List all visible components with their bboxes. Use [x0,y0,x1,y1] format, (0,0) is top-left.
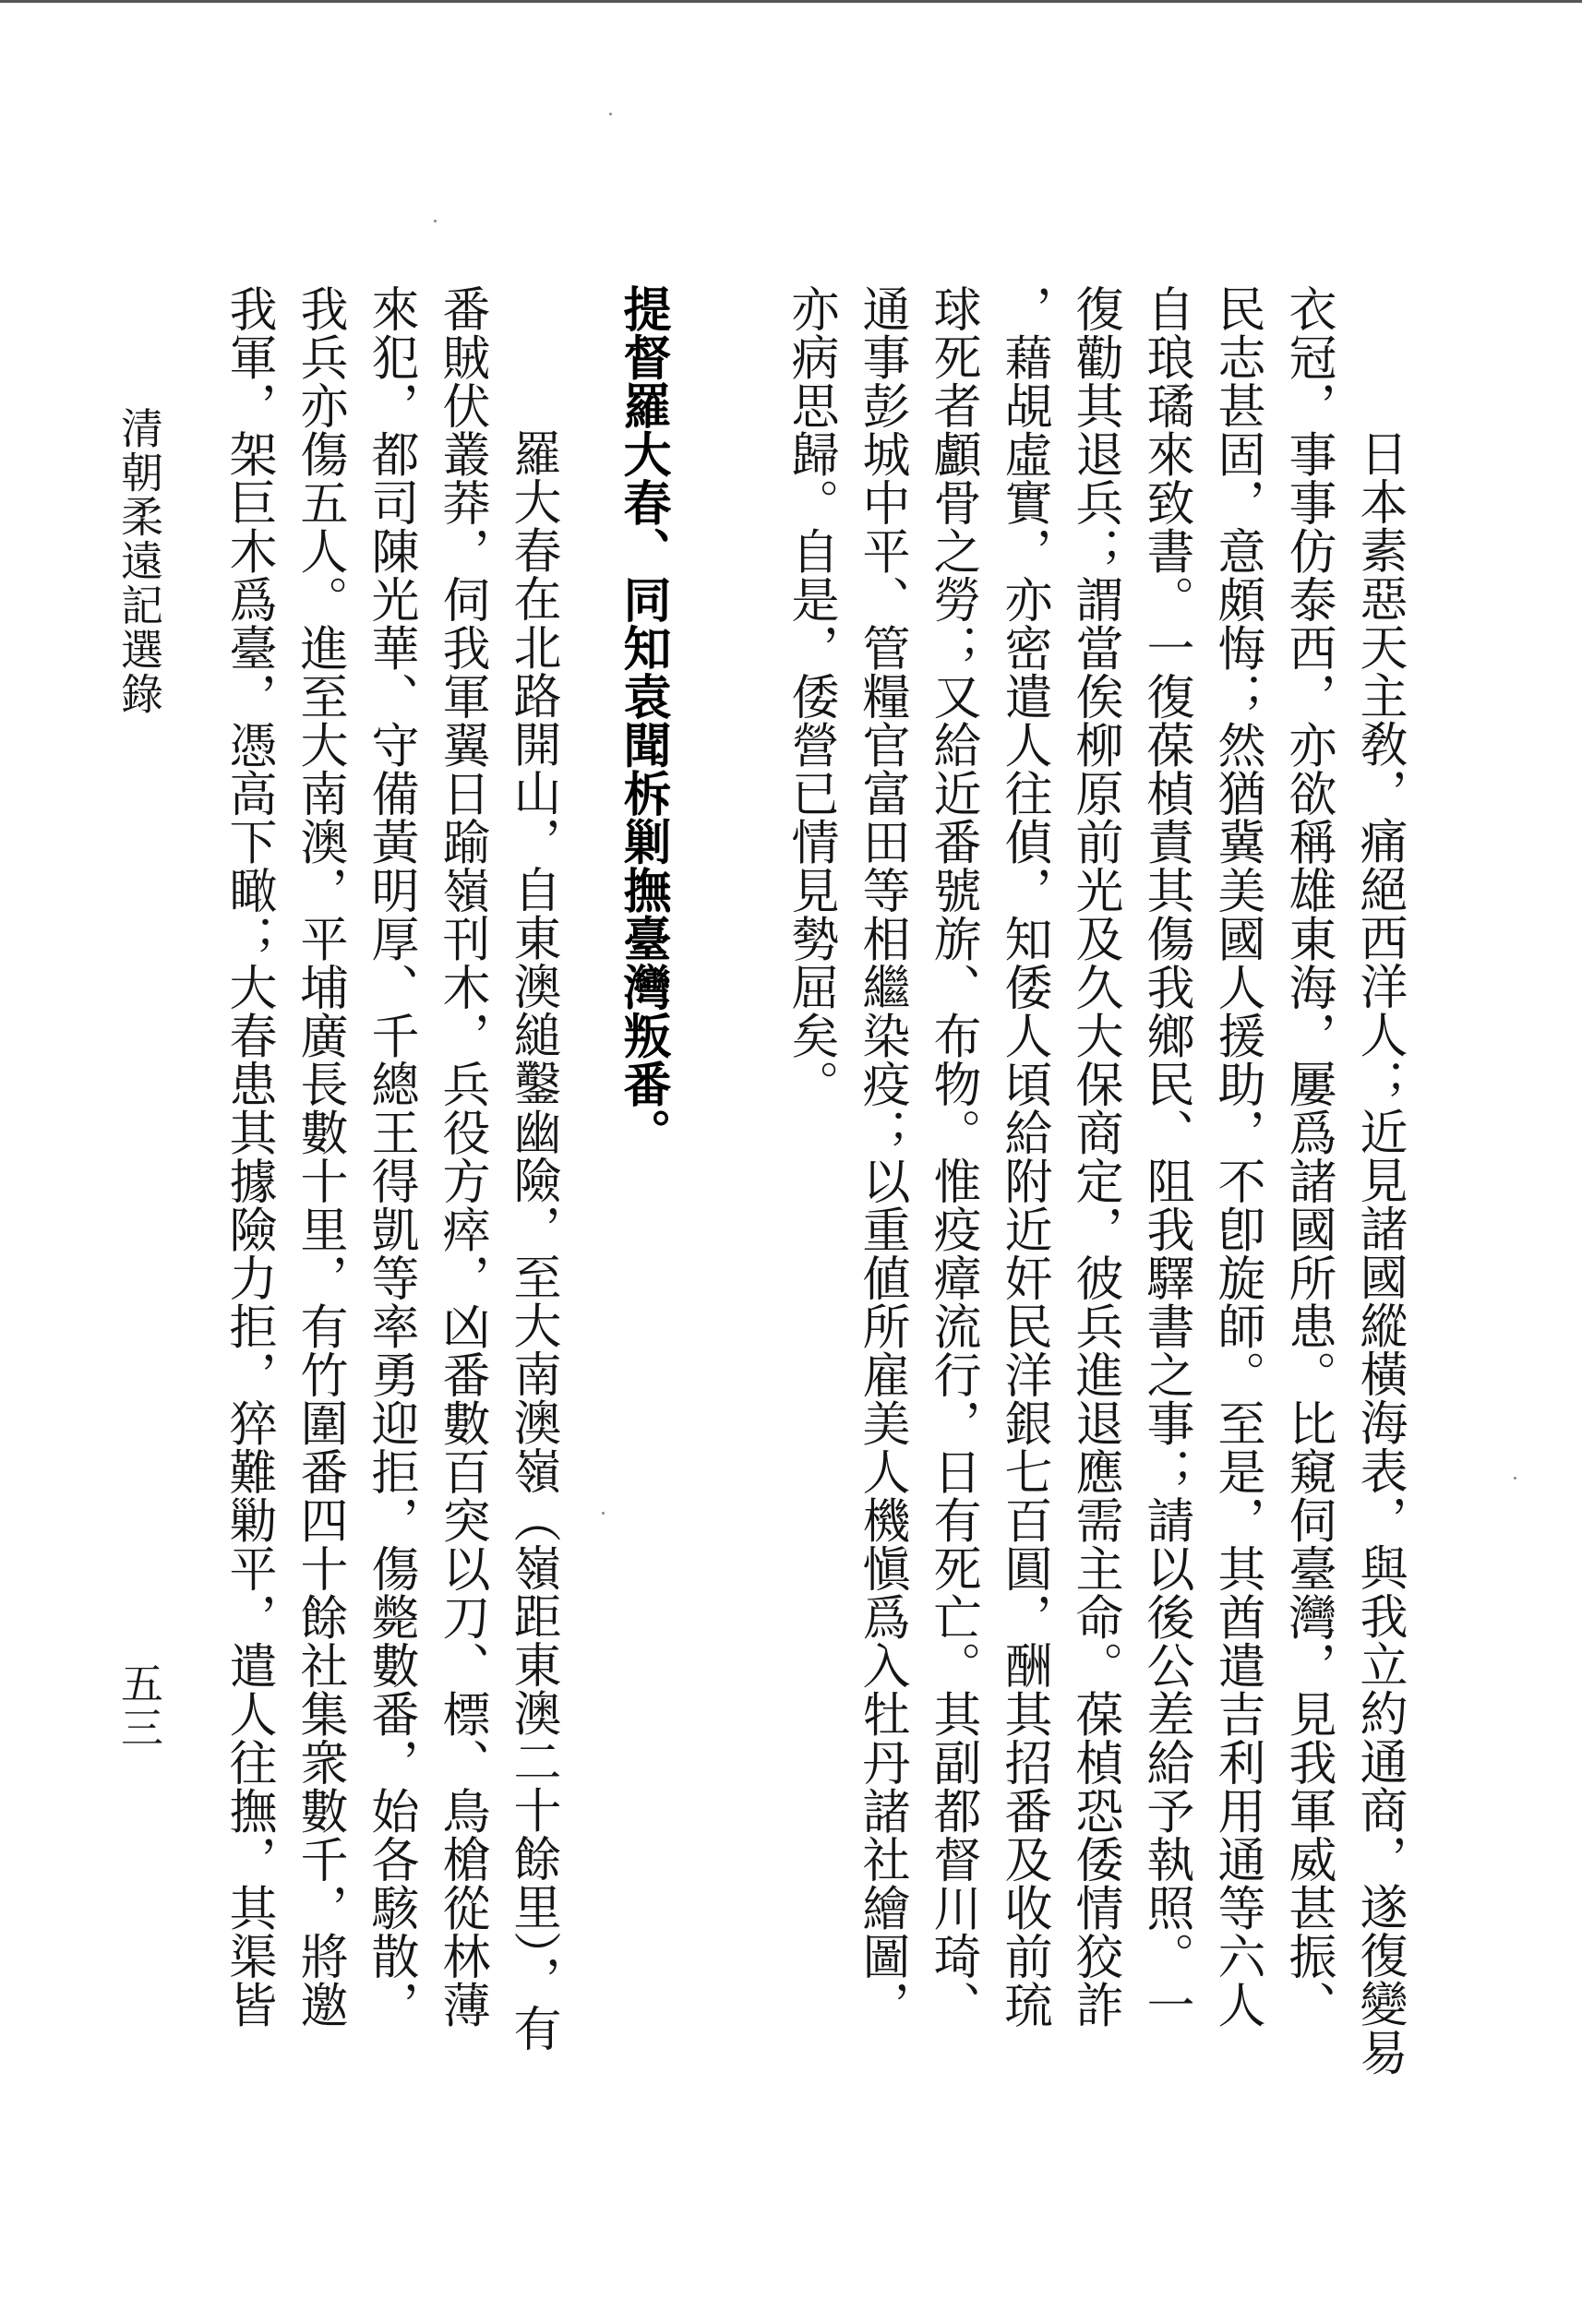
text-column-1: 日本素惡天主敎，痛絕西洋人；近見諸國縱橫海表，與我立約通商，遂復變易 [1351,380,1407,2077]
text-column-2: 衣冠，事事仿泰西，亦欲稱雄東海，屢爲諸國所患。比窺伺臺灣，見我軍威甚振、 [1280,284,1336,2029]
text-column-12: 來犯，都司陳光華、守備黃明厚、千總王得凱等率勇迎拒，傷斃數番，始各駭散， [363,284,418,2029]
text-column-3: 民志甚固，意頗悔；然猶冀美國人援助，不卽旋師。至是，其酋遣吉利用通等六人 [1209,284,1264,2029]
text-column-14: 我軍，架巨木爲臺，憑高下瞰；大春患其據險力拒，猝難勦平，遣人往撫，其渠皆 [221,284,276,2029]
running-title: 清朝柔遠記選錄 [114,406,164,716]
text-column-10: 羅大春在北路開山，自東澳縋鑿幽險，至大南澳嶺（嶺距東澳二十餘里），有 [505,380,560,2053]
text-column-8: 通事彭城中平、管糧官富田等相繼染疫；以重値所雇美人機愼爲入牡丹諸社繪圖， [854,284,909,2029]
text-column-7: 球死者顱骨之勞；又給近番號旂、布物。惟疫瘴流行，日有死亡。其副都督川琦、 [925,284,980,2029]
text-column-6: ，藉覘虛實，亦密遣人往偵，知倭人頃給附近奸民洋銀七百圓，酬其招番及收前琉 [996,284,1051,2029]
page-number: 五三 [114,1661,164,1750]
text-column-9: 亦病思歸。自是，倭營已情見勢屈矣。 [783,284,838,1108]
text-column-4: 自琅璚來致書。一復葆楨責其傷我鄉民、阻我驛書之事；請以後公差給予執照。一 [1138,284,1193,2029]
text-column-13: 我兵亦傷五人。進至大南澳，平埔廣長數十里，有竹圍番四十餘社集衆數千，將邀 [292,284,347,2029]
scan-speck [1514,1477,1516,1479]
scan-speck [602,1512,605,1515]
scan-speck [609,113,612,115]
scan-speck [434,220,437,222]
section-heading: 提督羅大春、同知袁聞柝剿撫臺灣叛番。 [615,284,671,1156]
text-column-5: 復勸其退兵；謂當俟柳原前光及久大保商定，彼兵進退應需主命。葆楨恐倭情狡詐 [1067,284,1122,2029]
text-column-11: 番賊伏叢莽，伺我軍翼日踰嶺刊木，兵役方瘁，凶番數百突以刀、標、鳥槍從林薄 [434,284,489,2029]
page-top-border [0,0,1582,3]
